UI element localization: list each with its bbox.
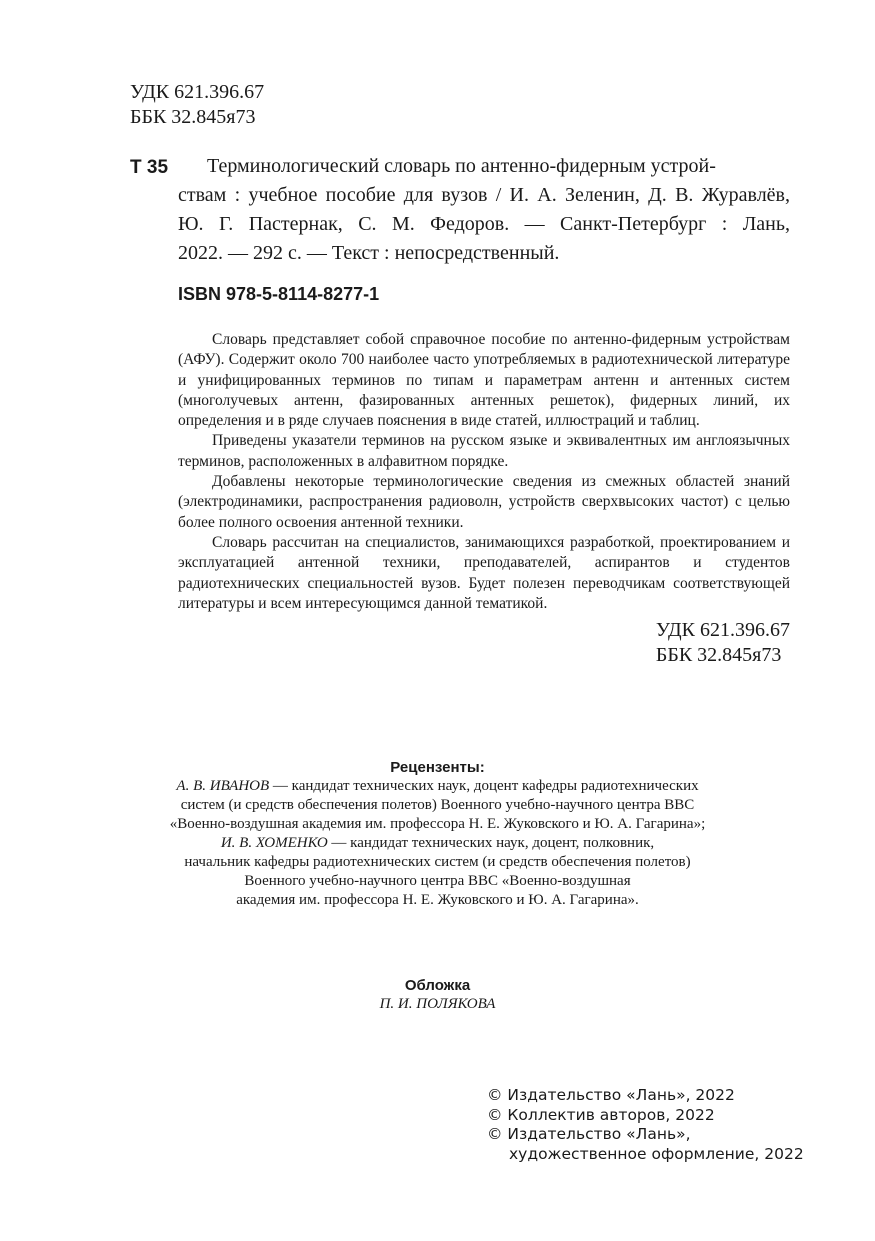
isbn: ISBN 978-5-8114-8277-1 xyxy=(178,284,380,304)
citation-line: Терминологический словарь по антенно-фидерным устрой- xyxy=(207,155,716,177)
reviewer-text: — кандидат технических наук, доцент кафедры радиотехнических xyxy=(269,778,699,794)
udk-code: УДК 621.396.67 xyxy=(655,619,790,641)
cover-credit xyxy=(130,976,745,1014)
copyright-line: © Издательство «Лань», xyxy=(487,1125,691,1143)
reviewer-entry xyxy=(130,777,745,796)
reviewer-entry xyxy=(130,834,745,853)
reviewer-text: — кандидат технических наук, доцент, полковник, xyxy=(327,835,655,851)
reviewer-name: А. В. ИВАНОВ xyxy=(176,778,270,794)
reviewer-text: академия им. профессора Н. Е. Жуковского и Ю. А. Гагарина». xyxy=(236,892,639,908)
annotation-paragraph: Добавлены некоторые терминологические сведения из смежных областей знаний (электродинамики, распространения радиоволн, устройств сверхвысоких частот) с целью более полного освоения антенной техники. xyxy=(178,473,790,531)
annotation-paragraph: Приведены указатели терминов на русском языке и эквивалентных им англоязычных терминов, расположенных в алфавитном порядке. xyxy=(178,432,790,470)
udk-code: УДК 621.396.67 xyxy=(130,81,265,103)
copyright-block xyxy=(487,1086,804,1164)
bbk-code: ББК 32.845я73 xyxy=(130,106,256,128)
bbk-code: ББК 32.845я73 xyxy=(655,644,782,666)
citation-line: Ю. Г. Пастернак, С. М. Федоров. — Санкт-Петербург : Лань, xyxy=(178,213,790,235)
annotation-classification xyxy=(656,618,790,668)
reviewers-block xyxy=(130,758,745,910)
copyright-line: © Коллектив авторов, 2022 xyxy=(487,1105,715,1124)
annotation xyxy=(178,330,790,614)
reviewer-text: начальник кафедры радиотехнических систем (и средств обеспечения полетов) xyxy=(184,854,691,870)
reviewers-heading: Рецензенты: xyxy=(390,759,485,776)
reviewer-name: И. В. ХОМЕНКО xyxy=(220,835,328,851)
reviewer-text: Военного учебно-научного центра ВВС «Военно-воздушная xyxy=(244,873,631,889)
reviewer-text: «Военно-воздушная академия им. профессора Н. Е. Жуковского и Ю. А. Гагарина»; xyxy=(169,816,706,832)
copyright-line: © Издательство «Лань», 2022 xyxy=(487,1086,735,1104)
header-classification xyxy=(130,80,264,130)
cover-heading: Обложка xyxy=(404,977,471,994)
bibliographic-citation xyxy=(178,152,790,268)
copyright-line: художественное оформление, 2022 xyxy=(509,1144,804,1163)
author-mark: Т 35 xyxy=(130,157,169,178)
citation-line: ствам : учебное пособие для вузов / И. А. Зеленин, Д. В. Журавлёв, xyxy=(178,184,790,206)
annotation-paragraph: Словарь представляет собой справочное пособие по антенно-фидерным устройствам (АФУ). Содержит около 700 наиболее часто употребляемых в радиотехнической литературе и унифицированных терминов по типам и параметрам антенн и антенных систем (многолучевых антенн, фазированных антенных решеток), фидерных линий, их определения и в ряде случаев пояснения в виде статей, иллюстраций и таблиц. xyxy=(178,331,790,430)
cover-designer: П. И. ПОЛЯКОВА xyxy=(379,996,496,1012)
citation-line: 2022. — 292 с. — Текст : непосредственный. xyxy=(178,242,560,264)
annotation-paragraph: Словарь рассчитан на специалистов, занимающихся разработкой, проектированием и эксплуатацией антенной техники, преподавателей, аспирантов и студентов радиотехнических специальностей вузов. Будет полезен переводчикам соответствующей литературы и всем интересующимся данной тематикой. xyxy=(178,533,790,612)
reviewer-text: систем (и средств обеспечения полетов) Военного учебно-научного центра ВВС xyxy=(180,797,695,813)
